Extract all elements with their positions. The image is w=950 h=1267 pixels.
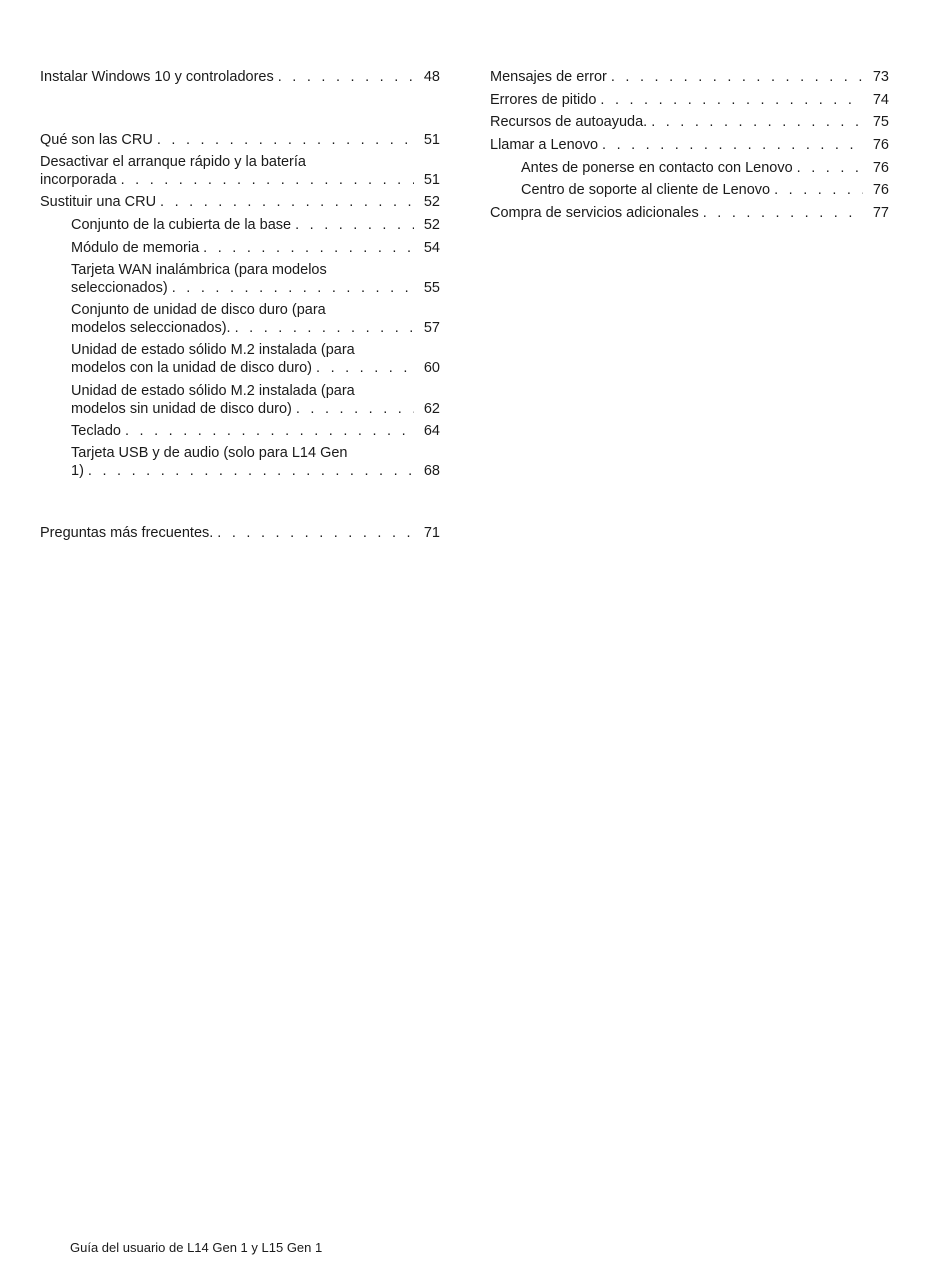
dot-leader	[312, 359, 414, 377]
dot-leader	[647, 113, 863, 131]
toc-page-number: 55	[423, 280, 440, 296]
toc-entry-title-line: Unidad de estado sólido M.2 instalada (para	[71, 342, 355, 358]
dot-leader	[770, 181, 863, 199]
toc-entry-title: Mensajes de error	[490, 69, 607, 85]
toc-entry-title: modelos con la unidad de disco duro)	[71, 360, 313, 376]
toc-entry-title: Módulo de memoria	[71, 240, 200, 256]
toc-entry[interactable]	[490, 91, 889, 109]
toc-entry[interactable]	[40, 68, 440, 86]
toc-page-number: 64	[423, 423, 440, 439]
page-footer: Guía del usuario de L14 Gen 1 y L15 Gen 1	[70, 1240, 323, 1255]
dot-leader	[153, 131, 414, 149]
toc-page-number: 57	[423, 320, 440, 336]
toc-entry[interactable]	[40, 153, 440, 189]
toc-page-number: 75	[872, 114, 889, 130]
toc-entry-title: 1)	[71, 463, 84, 479]
toc-entry[interactable]	[71, 239, 440, 257]
toc-entry-title: Instalar Windows 10 y controladores	[40, 69, 274, 85]
toc-entry[interactable]	[71, 444, 440, 480]
toc-entry[interactable]	[521, 159, 889, 177]
toc-entry[interactable]	[40, 131, 440, 149]
toc-entry[interactable]	[40, 193, 440, 211]
toc-page-number: 76	[872, 160, 889, 176]
toc-entry-title: Conjunto de la cubierta de la base	[71, 217, 292, 233]
toc-entry-title-line: Tarjeta WAN inalámbrica (para modelos	[71, 262, 327, 278]
dot-leader	[596, 91, 863, 109]
toc-entry[interactable]	[490, 204, 889, 222]
toc-entry-title: incorporada	[40, 172, 117, 188]
toc-entry[interactable]	[490, 136, 889, 154]
toc-page-number: 77	[872, 205, 889, 221]
toc-entry-title: Preguntas más frecuentes.	[40, 525, 214, 541]
toc-entry-title: Errores de pitido	[490, 92, 597, 108]
dot-leader	[793, 159, 863, 177]
dot-leader	[291, 216, 414, 234]
dot-leader	[607, 68, 863, 86]
dot-leader	[292, 400, 414, 418]
toc-entry[interactable]	[40, 524, 440, 542]
toc-page-number: 51	[423, 172, 440, 188]
toc-entry[interactable]	[71, 216, 440, 234]
dot-leader	[699, 204, 863, 222]
toc-page-number: 48	[423, 69, 440, 85]
dot-leader	[199, 239, 414, 257]
toc-entry-title: Antes de ponerse en contacto con Lenovo	[521, 160, 793, 176]
toc-page-number: 76	[872, 137, 889, 153]
toc-entry-title-line: Conjunto de unidad de disco duro (para	[71, 302, 326, 318]
toc-entry[interactable]	[71, 341, 440, 377]
toc-entry-title-line: Unidad de estado sólido M.2 instalada (para	[71, 383, 355, 399]
toc-entry-title: Recursos de autoayuda.	[490, 114, 648, 130]
toc-entry[interactable]	[71, 301, 440, 337]
toc-page-number: 54	[423, 240, 440, 256]
toc-page-number: 62	[423, 401, 440, 417]
toc-entry-title-line: Tarjeta USB y de audio (solo para L14 Gen	[71, 445, 348, 461]
toc-entry-title-line: Desactivar el arranque rápido y la batería	[40, 154, 306, 170]
toc-entry[interactable]	[71, 261, 440, 297]
dot-leader	[231, 319, 414, 337]
dot-leader	[274, 68, 414, 86]
toc-entry-title: Qué son las CRU	[40, 132, 153, 148]
toc-page-number: 73	[872, 69, 889, 85]
toc-page-number: 74	[872, 92, 889, 108]
toc-entry-title: Llamar a Lenovo	[490, 137, 599, 153]
toc-page-number: 76	[872, 182, 889, 198]
dot-leader	[84, 462, 414, 480]
dot-leader	[156, 193, 414, 211]
dot-leader	[121, 422, 414, 440]
toc-entry-title: Compra de servicios adicionales	[490, 205, 699, 221]
toc-entry-title: Sustituir una CRU	[40, 194, 157, 210]
toc-entry[interactable]	[71, 382, 440, 418]
toc-entry[interactable]	[71, 422, 440, 440]
toc-entry-title: modelos seleccionados).	[71, 320, 231, 336]
dot-leader	[117, 171, 414, 189]
toc-entry-title: Centro de soporte al cliente de Lenovo	[521, 182, 771, 198]
toc-page-number: 51	[423, 132, 440, 148]
toc-page-number: 52	[423, 194, 440, 210]
toc-page-number: 60	[423, 360, 440, 376]
toc-entry-title: seleccionados)	[71, 280, 168, 296]
toc-page-number: 52	[423, 217, 440, 233]
toc-entry[interactable]	[490, 113, 889, 131]
toc-entry-title: Teclado	[71, 423, 121, 439]
toc-page-number: 68	[423, 463, 440, 479]
toc-entry-title: modelos sin unidad de disco duro)	[71, 401, 292, 417]
dot-leader	[168, 279, 414, 297]
toc-page-number: 71	[423, 525, 440, 541]
dot-leader	[598, 136, 863, 154]
toc-entry[interactable]	[521, 181, 889, 199]
toc-entry[interactable]	[490, 68, 889, 86]
dot-leader	[213, 524, 414, 542]
